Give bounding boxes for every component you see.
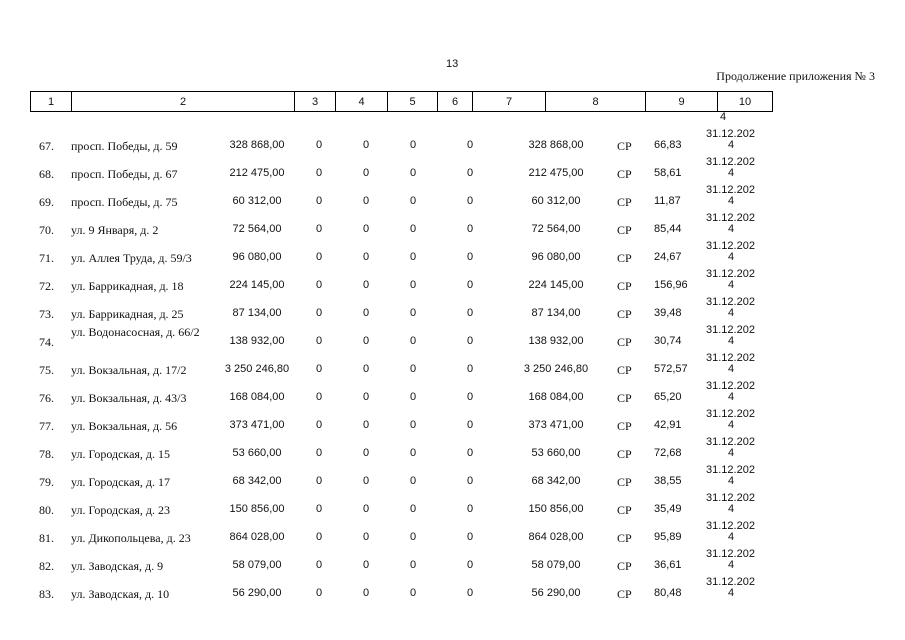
address: просп. Победы, д. 59 — [71, 139, 178, 153]
source-code: СР — [617, 503, 632, 517]
header-cell: 10 — [718, 92, 773, 112]
row-number: 71. — [39, 251, 54, 265]
value-col5: 0 — [410, 531, 417, 543]
date-line-2: 4 — [728, 503, 735, 515]
deadline-date — [706, 549, 755, 571]
date-line-2: 4 — [728, 531, 735, 543]
total-value: 373 471,00 — [528, 419, 584, 431]
total-value: 96 080,00 — [531, 251, 581, 263]
value-col5: 0 — [410, 391, 417, 403]
ratio-value: 24,67 — [654, 251, 682, 263]
row-number: 81. — [39, 531, 54, 545]
address: ул. Заводская, д. 10 — [71, 587, 170, 601]
ratio-value: 572,57 — [654, 363, 688, 375]
source-code: СР — [617, 559, 632, 573]
value-col4: 0 — [363, 447, 370, 459]
cost-value: 328 868,00 — [229, 139, 285, 151]
source-code: СР — [617, 195, 632, 209]
row-number: 68. — [39, 167, 54, 181]
total-value: 87 134,00 — [531, 307, 581, 319]
value-col3: 0 — [316, 335, 323, 347]
table-row — [0, 464, 905, 496]
table-row — [0, 576, 905, 608]
cost-value: 138 932,00 — [229, 335, 285, 347]
deadline-date — [706, 353, 755, 375]
row-number: 73. — [39, 307, 54, 321]
value-col5: 0 — [410, 419, 417, 431]
value-col3: 0 — [316, 223, 323, 235]
deadline-date — [706, 381, 755, 403]
date-line-1: 31.12.202 — [706, 352, 755, 364]
cost-value: 212 475,00 — [229, 167, 285, 179]
value-col6: 0 — [467, 167, 474, 179]
header-cell: 6 — [438, 92, 473, 112]
value-col6: 0 — [467, 447, 474, 459]
value-col3: 0 — [316, 279, 323, 291]
cost-value: 53 660,00 — [232, 447, 282, 459]
value-col6: 0 — [467, 587, 474, 599]
address: ул. Вокзальная, д. 43/3 — [71, 391, 187, 405]
value-col3: 0 — [316, 307, 323, 319]
value-col4: 0 — [363, 475, 370, 487]
value-col4: 0 — [363, 251, 370, 263]
row-number: 69. — [39, 195, 54, 209]
value-col6: 0 — [467, 307, 474, 319]
total-value: 56 290,00 — [531, 587, 581, 599]
table-row — [0, 240, 905, 272]
header-cell: 3 — [295, 92, 336, 112]
total-value: 212 475,00 — [528, 167, 584, 179]
date-line-1: 31.12.202 — [706, 576, 755, 588]
total-value: 53 660,00 — [531, 447, 581, 459]
value-col6: 0 — [467, 559, 474, 571]
cost-value: 56 290,00 — [232, 587, 282, 599]
total-value: 3 250 246,80 — [523, 363, 589, 375]
address: ул. Городская, д. 17 — [71, 475, 171, 489]
date-line-1: 31.12.202 — [706, 212, 755, 224]
row-number: 74. — [39, 335, 54, 349]
value-col5: 0 — [410, 363, 417, 375]
value-col6: 0 — [467, 223, 474, 235]
date-line-2: 4 — [728, 587, 735, 599]
header-cell: 8 — [546, 92, 646, 112]
value-col3: 0 — [316, 139, 323, 151]
row-number: 75. — [39, 363, 54, 377]
value-col3: 0 — [316, 419, 323, 431]
ratio-value: 35,49 — [654, 503, 682, 515]
source-code: СР — [617, 587, 632, 601]
cost-value: 150 856,00 — [229, 503, 285, 515]
value-col4: 0 — [363, 419, 370, 431]
date-line-2: 4 — [728, 223, 735, 235]
deadline-date — [706, 521, 755, 543]
value-col3: 0 — [316, 559, 323, 571]
page-number: 13 — [446, 58, 459, 70]
deadline-date — [706, 493, 755, 515]
deadline-date — [706, 437, 755, 459]
date-line-1: 31.12.202 — [706, 520, 755, 532]
ratio-value: 58,61 — [654, 167, 682, 179]
date-line-1: 31.12.202 — [706, 296, 755, 308]
table-row — [0, 296, 905, 328]
header-cell: 1 — [31, 92, 72, 112]
total-value: 150 856,00 — [528, 503, 584, 515]
address: ул. Городская, д. 23 — [71, 503, 171, 517]
deadline-date — [706, 465, 755, 487]
ratio-value: 95,89 — [654, 531, 682, 543]
total-value: 864 028,00 — [528, 531, 584, 543]
cost-value: 72 564,00 — [232, 223, 282, 235]
date-line-2: 4 — [728, 307, 735, 319]
value-col4: 0 — [363, 307, 370, 319]
value-col6: 0 — [467, 419, 474, 431]
ratio-value: 42,91 — [654, 419, 682, 431]
header-cell: 5 — [388, 92, 438, 112]
value-col5: 0 — [410, 307, 417, 319]
value-col6: 0 — [467, 503, 474, 515]
table-row — [0, 380, 905, 412]
date-line-2: 4 — [728, 335, 735, 347]
deadline-date — [706, 325, 755, 347]
cost-value: 58 079,00 — [232, 559, 282, 571]
row-number: 79. — [39, 475, 54, 489]
date-line-1: 31.12.202 — [706, 408, 755, 420]
value-col6: 0 — [467, 195, 474, 207]
address: просп. Победы, д. 75 — [71, 195, 178, 209]
row-number: 72. — [39, 279, 54, 293]
value-col5: 0 — [410, 447, 417, 459]
source-code: СР — [617, 475, 632, 489]
ratio-value: 72,68 — [654, 447, 682, 459]
value-col4: 0 — [363, 279, 370, 291]
date-line-2: 4 — [728, 363, 735, 375]
value-col6: 0 — [467, 391, 474, 403]
total-value: 58 079,00 — [531, 559, 581, 571]
deadline-date — [706, 157, 755, 179]
date-line-2: 4 — [728, 167, 735, 179]
row-number: 77. — [39, 419, 54, 433]
date-line-1: 31.12.202 — [706, 324, 755, 336]
address: просп. Победы, д. 67 — [71, 167, 178, 181]
header-cell: 4 — [336, 92, 388, 112]
value-col6: 0 — [467, 363, 474, 375]
deadline-date — [706, 409, 755, 431]
date-line-1: 31.12.202 — [706, 156, 755, 168]
value-col3: 0 — [316, 531, 323, 543]
source-code: СР — [617, 139, 632, 153]
date-line-1: 31.12.202 — [706, 240, 755, 252]
ratio-value: 85,44 — [654, 223, 682, 235]
value-col5: 0 — [410, 559, 417, 571]
deadline-date — [706, 129, 755, 151]
deadline-date — [706, 577, 755, 599]
value-col5: 0 — [410, 195, 417, 207]
table-row — [0, 352, 905, 384]
cost-value: 864 028,00 — [229, 531, 285, 543]
address: ул. Аллея Труда, д. 59/3 — [71, 251, 192, 265]
value-col6: 0 — [467, 531, 474, 543]
row-number: 83. — [39, 587, 54, 601]
value-col5: 0 — [410, 335, 417, 347]
source-code: СР — [617, 363, 632, 377]
value-col5: 0 — [410, 167, 417, 179]
total-value: 168 084,00 — [528, 391, 584, 403]
value-col3: 0 — [316, 587, 323, 599]
address: ул. Дикопольцева, д. 23 — [71, 531, 191, 545]
deadline-date — [706, 297, 755, 319]
table-row — [0, 492, 905, 524]
header-row — [31, 92, 773, 112]
value-col5: 0 — [410, 279, 417, 291]
date-line-2: 4 — [728, 475, 735, 487]
date-line-2: 4 — [728, 279, 735, 291]
date-line-2: 4 — [728, 391, 735, 403]
date-line-2: 4 — [728, 139, 735, 151]
source-code: СР — [617, 307, 632, 321]
total-value: 328 868,00 — [528, 139, 584, 151]
value-col4: 0 — [363, 587, 370, 599]
total-value: 138 932,00 — [528, 335, 584, 347]
table-row — [0, 520, 905, 552]
value-col5: 0 — [410, 223, 417, 235]
value-col5: 0 — [410, 475, 417, 487]
date-line-1: 31.12.202 — [706, 380, 755, 392]
source-code: СР — [617, 279, 632, 293]
total-value: 72 564,00 — [531, 223, 581, 235]
table-row — [0, 436, 905, 468]
date-line-2: 4 — [728, 447, 735, 459]
table-row — [0, 548, 905, 580]
value-col4: 0 — [363, 167, 370, 179]
address: ул. Баррикадная, д. 25 — [71, 307, 184, 321]
ratio-value: 36,61 — [654, 559, 682, 571]
date-line-1: 31.12.202 — [706, 492, 755, 504]
row-number: 78. — [39, 447, 54, 461]
value-col6: 0 — [467, 251, 474, 263]
cost-value: 60 312,00 — [232, 195, 282, 207]
date-line-2: 4 — [728, 195, 735, 207]
source-code: СР — [617, 531, 632, 545]
table-row — [0, 268, 905, 300]
table-row — [0, 408, 905, 440]
ratio-value: 11,87 — [654, 195, 681, 207]
cost-value: 3 250 246,80 — [224, 363, 290, 375]
date-line-1: 31.12.202 — [706, 464, 755, 476]
value-col4: 0 — [363, 223, 370, 235]
table-row — [0, 156, 905, 188]
address: ул. 9 Января, д. 2 — [71, 223, 159, 237]
date-line-2: 4 — [728, 559, 735, 571]
value-col3: 0 — [316, 475, 323, 487]
cost-value: 224 145,00 — [229, 279, 285, 291]
address: ул. Вокзальная, д. 17/2 — [71, 363, 187, 377]
row-number: 80. — [39, 503, 54, 517]
value-col3: 0 — [316, 195, 323, 207]
total-value: 224 145,00 — [528, 279, 584, 291]
value-col4: 0 — [363, 531, 370, 543]
row-number: 67. — [39, 139, 54, 153]
address: ул. Заводская, д. 9 — [71, 559, 164, 573]
source-code: СР — [617, 447, 632, 461]
ratio-value: 66,83 — [654, 139, 682, 151]
date-line-1: 31.12.202 — [706, 436, 755, 448]
value-col4: 0 — [363, 335, 370, 347]
ratio-value: 39,48 — [654, 307, 682, 319]
source-code: СР — [617, 251, 632, 265]
table-row — [0, 324, 905, 356]
value-col6: 0 — [467, 335, 474, 347]
value-col5: 0 — [410, 251, 417, 263]
date-line-1: 31.12.202 — [706, 128, 755, 140]
address: ул. Баррикадная, д. 18 — [71, 279, 184, 293]
ratio-value: 65,20 — [654, 391, 682, 403]
ratio-value: 38,55 — [654, 475, 682, 487]
date-line-1: 31.12.202 — [706, 268, 755, 280]
table-row — [0, 212, 905, 244]
cost-value: 68 342,00 — [232, 475, 282, 487]
ratio-value: 80,48 — [654, 587, 682, 599]
ratio-value: 156,96 — [654, 279, 688, 291]
cost-value: 373 471,00 — [229, 419, 285, 431]
header-wrap-digit: 4 — [720, 111, 727, 123]
value-col4: 0 — [363, 139, 370, 151]
value-col4: 0 — [363, 363, 370, 375]
value-col3: 0 — [316, 391, 323, 403]
header-cell: 2 — [72, 92, 295, 112]
value-col3: 0 — [316, 167, 323, 179]
cost-value: 168 084,00 — [229, 391, 285, 403]
cost-value: 96 080,00 — [232, 251, 282, 263]
cost-value: 87 134,00 — [232, 307, 282, 319]
value-col5: 0 — [410, 139, 417, 151]
source-code: СР — [617, 419, 632, 433]
value-col3: 0 — [316, 363, 323, 375]
deadline-date — [706, 241, 755, 263]
table-row — [0, 128, 905, 160]
ratio-value: 30,74 — [654, 335, 682, 347]
value-col5: 0 — [410, 503, 417, 515]
deadline-date — [706, 213, 755, 235]
value-col3: 0 — [316, 251, 323, 263]
value-col6: 0 — [467, 139, 474, 151]
date-line-2: 4 — [728, 419, 735, 431]
table-row — [0, 184, 905, 216]
date-line-1: 31.12.202 — [706, 184, 755, 196]
header-cell: 7 — [473, 92, 546, 112]
row-number: 82. — [39, 559, 54, 573]
deadline-date — [706, 185, 755, 207]
value-col4: 0 — [363, 503, 370, 515]
table-body — [0, 128, 905, 608]
column-header-table — [30, 91, 773, 112]
total-value: 68 342,00 — [531, 475, 581, 487]
row-number: 70. — [39, 223, 54, 237]
source-code: СР — [617, 167, 632, 181]
continuation-caption: Продолжение приложения № 3 — [716, 69, 875, 83]
value-col6: 0 — [467, 475, 474, 487]
address: ул. Вокзальная, д. 56 — [71, 419, 178, 433]
header-cell: 9 — [646, 92, 718, 112]
source-code: СР — [617, 223, 632, 237]
row-number: 76. — [39, 391, 54, 405]
value-col4: 0 — [363, 391, 370, 403]
value-col4: 0 — [363, 559, 370, 571]
source-code: СР — [617, 391, 632, 405]
value-col4: 0 — [363, 195, 370, 207]
date-line-2: 4 — [728, 251, 735, 263]
address: ул. Водонасосная, д. 66/2 — [71, 325, 200, 339]
value-col5: 0 — [410, 587, 417, 599]
value-col3: 0 — [316, 503, 323, 515]
total-value: 60 312,00 — [531, 195, 581, 207]
address: ул. Городская, д. 15 — [71, 447, 171, 461]
value-col6: 0 — [467, 279, 474, 291]
deadline-date — [706, 269, 755, 291]
source-code: СР — [617, 335, 632, 349]
value-col3: 0 — [316, 447, 323, 459]
date-line-1: 31.12.202 — [706, 548, 755, 560]
